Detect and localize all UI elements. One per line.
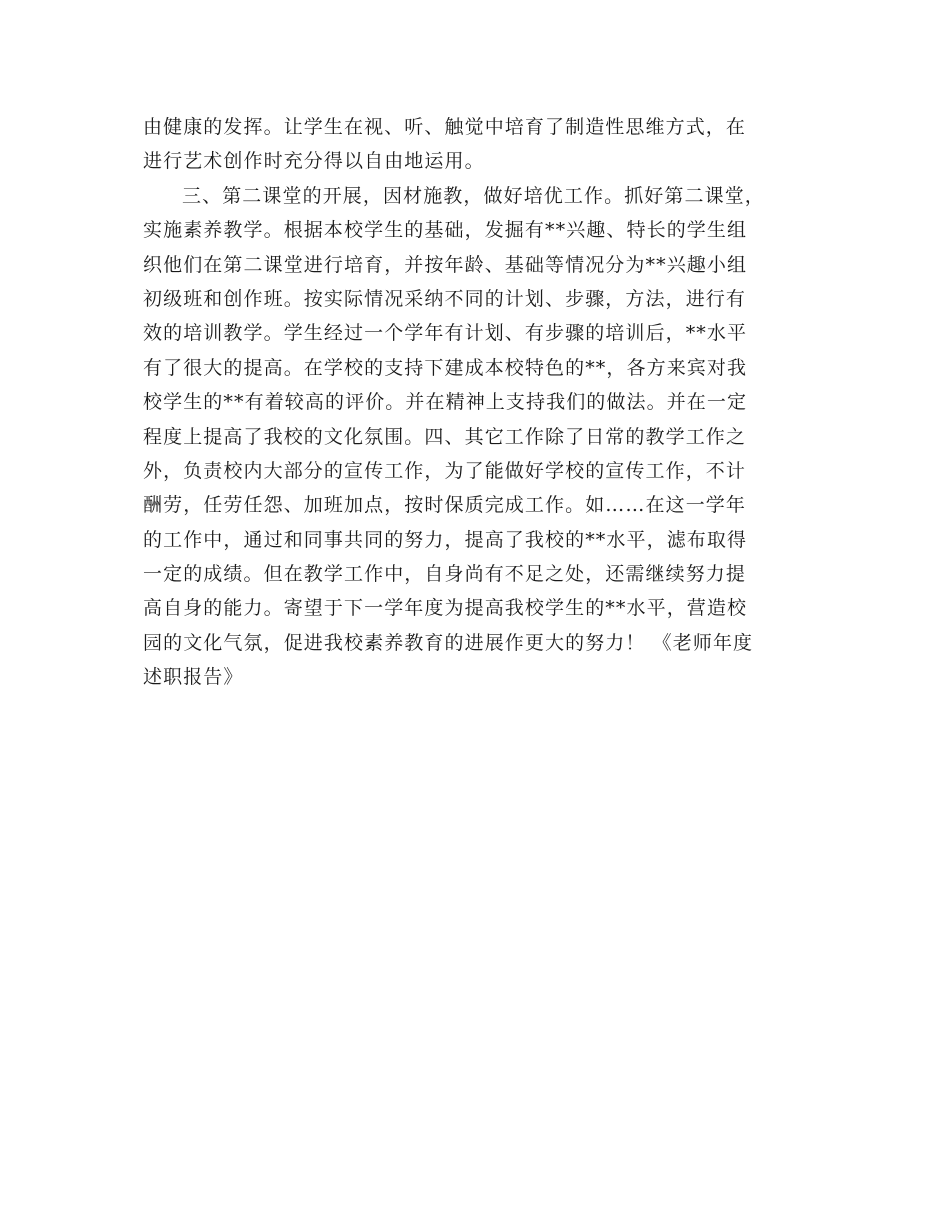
text-line-4: 实施素养教学。根据本校学生的基础，发掘有**兴趣、特长的学生组	[143, 219, 748, 242]
text-line-17: 述职报告》	[143, 666, 244, 689]
text-line-8: 有了很大的提高。在学校的支持下建成本校特色的**，各方来宾对我	[143, 356, 748, 379]
text-line-6: 初级班和创作班。按实际情况采纳不同的计划、步骤，方法，进行有	[143, 287, 747, 310]
body-text	[143, 110, 823, 695]
text-line-11: 外，负责校内大部分的宣传工作，为了能做好学校的宣传工作，不计	[143, 459, 747, 482]
text-line-1: 由健康的发挥。让学生在视、听、触觉中培育了制造性思维方式，在	[143, 116, 747, 138]
text-line-12: 酬劳，任劳任怨、加班加点，按时保质完成工作。如……在这一学年	[143, 494, 747, 517]
text-line-14: 一定的成绩。但在教学工作中，自身尚有不足之处，还需继续努力提	[143, 563, 747, 586]
text-line-3: 三、第二课堂的开展，因材施教，做好培优工作。抓好第二课堂，	[182, 184, 765, 207]
text-line-2: 进行艺术创作时充分得以自由地运用。	[143, 150, 485, 173]
text-line-5: 织他们在第二课堂进行培育，并按年龄、基础等情况分为**兴趣小组	[143, 253, 748, 276]
text-line-9: 校学生的**有着较高的评价。并在精神上支持我们的做法。并在一定	[143, 391, 748, 414]
text-line-15: 高自身的能力。寄望于下一学年度为提高我校学生的**水平，营造校	[143, 597, 748, 620]
text-line-16: 园的文化气氛，促进我校素养教育的进展作更大的努力！ 《老师年度	[143, 631, 754, 654]
text-line-13: 的工作中，通过和同事共同的努力，提高了我校的**水平，滤布取得	[143, 528, 748, 551]
text-line-10: 程度上提高了我校的文化氛围。四、其它工作除了日常的教学工作之	[143, 425, 747, 448]
text-line-7: 效的培训教学。学生经过一个学年有计划、有步骤的培训后，**水平	[143, 322, 748, 345]
